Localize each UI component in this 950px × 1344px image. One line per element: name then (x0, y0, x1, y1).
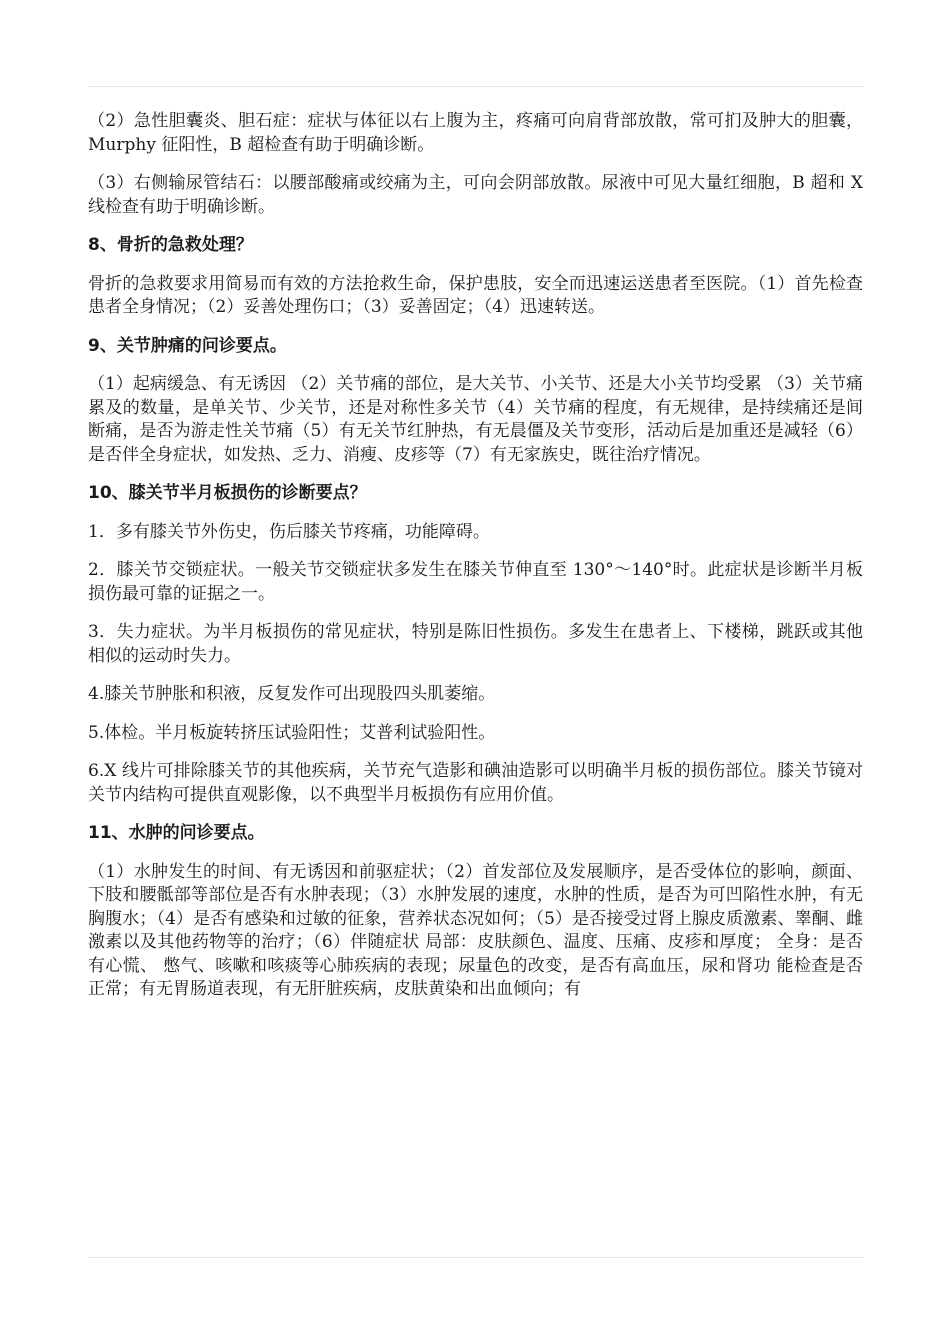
heading-meniscus-injury: 10、膝关节半月板损伤的诊断要点？ (88, 483, 367, 503)
header-divider (88, 86, 863, 87)
paragraph-meniscus-5: 5.体检。半月板旋转挤压试验阳性；艾普利试验阳性。 (88, 722, 496, 743)
paragraph-ureteral-stone: （3）右侧输尿管结石：以腰部酸痛或绞痛为主，可向会阴部放散。尿液中可见大量红细胞，B 超和 X 线检查有助于明确诊断。 (88, 173, 869, 217)
heading-fracture-first-aid: 8、骨折的急救处理？ (88, 235, 253, 255)
paragraph-meniscus-1: 1．多有膝关节外伤史，伤后膝关节疼痛，功能障碍。 (88, 521, 490, 542)
paragraph-meniscus-2: 2．膝关节交锁症状。一般关节交锁症状多发生在膝关节伸直至 130°～140°时。此症状是诊断半月板损伤最可靠的证据之一。 (88, 560, 863, 604)
paragraph-joint-pain: （1）起病缓急、有无诱因 （2）关节痛的部位，是大关节、小关节、还是大小关节均受累 （3）关节痛累及的数量，是单关节、少关节，还是对称性多关节（4）关节痛的程度，有无规律，是持续痛还是间断痛，是否为游走性关节痛（5）有无关节红肿热，有无晨僵及关节变形，活动后是加重还是减轻（6）是否伴全身症状，如发热、乏力、消瘦、皮疹等（7）有无家族史，既往治疗情况。 (88, 374, 863, 465)
footer-divider (88, 1257, 863, 1258)
paragraph-fracture-first-aid: 骨折的急救要求用简易而有效的方法抢救生命，保护患肢，安全而迅速运送患者至医院。（1）首先检查患者全身情况；（2）妥善处理伤口；（3）妥善固定；（4）迅速转送。 (88, 273, 863, 317)
heading-joint-pain: 9、关节肿痛的问诊要点。 (88, 335, 287, 356)
heading-edema: 11、水肿的问诊要点。 (88, 823, 265, 843)
document-body (88, 110, 869, 1017)
paragraph-meniscus-6: 6.X 线片可排除膝关节的其他疾病，关节充气造影和碘油造影可以明确半月板的损伤部位。膝关节镜对关节内结构可提供直观影像，以不典型半月板损伤有应用价值。 (88, 761, 863, 805)
paragraph-meniscus-3: 3．失力症状。为半月板损伤的常见症状，特别是陈旧性损伤。多发生在患者上、下楼梯，跳跃或其他相似的运动时失力。 (88, 622, 863, 666)
paragraph-edema: （1）水肿发生的时间、有无诱因和前驱症状；（2）首发部位及发展顺序，是否受体位的影响，颜面、下肢和腰骶部等部位是否有水肿表现；（3）水肿发展的速度，水肿的性质，是否为可凹陷性水肿，有无胸腹水；（4）是否有感染和过敏的征象，营养状态况如何；（5）是否接受过肾上腺皮质激素、睾酮、雌激素以及其他药物等的治疗；（6）伴随症状 局部：皮肤颜色、温度、压痛、皮疹和厚度； 全身：是否有心慌、 憋气、咳嗽和咳痰等心肺疾病的表现；尿量色的改变，是否有高血压，尿和肾功 能检查是否正常；有无胃肠道表现，有无肝脏疾病，皮肤黄染和出血倾向；有 (88, 861, 863, 999)
paragraph-meniscus-4: 4.膝关节肿胀和积液，反复发作可出现股四头肌萎缩。 (88, 684, 496, 704)
paragraph-cholecystitis: （2）急性胆囊炎、胆石症：症状与体征以右上腹为主，疼痛可向肩背部放散，常可扪及肿大的胆囊，Murphy 征阳性，B 超检查有助于明确诊断。 (88, 111, 863, 155)
